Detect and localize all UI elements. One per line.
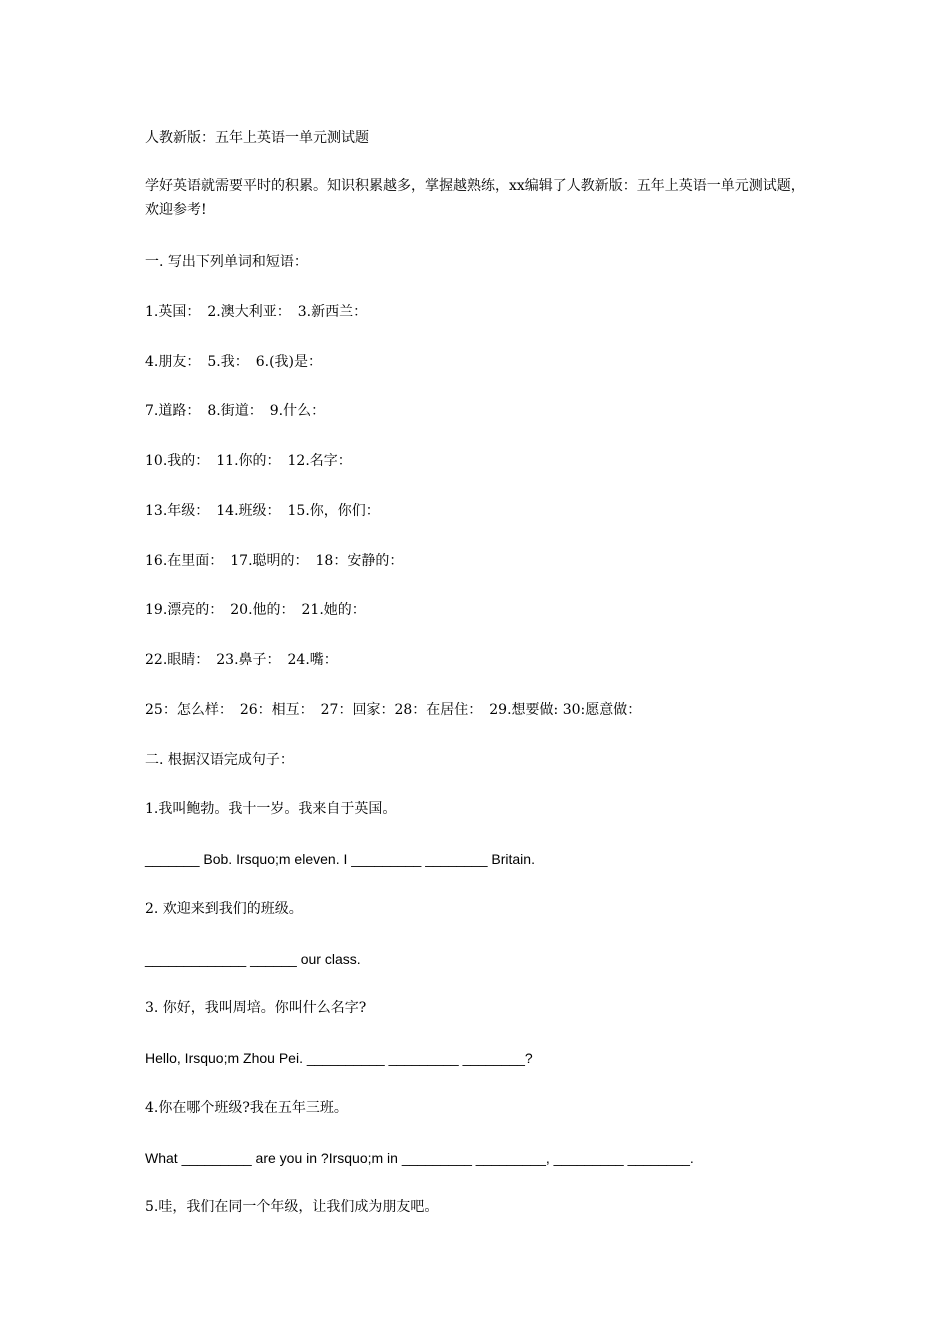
vocab-row: 7.道路： 8.街道： 9.什么： [145, 403, 326, 419]
vocab-row: 13.年级： 14.班级： 15.你，你们： [145, 503, 380, 519]
sentence-english-blanks: _______ Bob. Irsquo;m eleven. I _________ ________ Britain. [145, 851, 535, 867]
vocab-row: 4.朋友： 5.我： 6.(我)是： [145, 354, 322, 370]
vocab-row: 10.我的： 11.你的： 12.名字： [145, 453, 352, 469]
sentence-chinese: 5.哇，我们在同一个年级，让我们成为朋友吧。 [145, 1199, 439, 1215]
vocab-row: 22.眼睛： 23.鼻子： 24.嘴： [145, 652, 338, 668]
sentence-chinese: 1.我叫鲍勃。我十一岁。我来自于英国。 [145, 801, 397, 817]
sentence-english-blanks: What _________ are you in ?Irsquo;m in _________ _________, _________ ________. [145, 1150, 694, 1166]
vocab-row: 25：怎么样： 26：相互： 27：回家：28：在居住： 29.想要做: 30:愿意做： [145, 702, 642, 718]
sentence-english-blanks: _____________ ______ our class. [145, 951, 361, 967]
section-2-heading: 二. 根据汉语完成句子： [145, 752, 294, 768]
intro-paragraph: 学好英语就需要平时的积累。知识积累越多，掌握越熟练，xx编辑了人教新版：五年上英语一单元测试题，欢迎参考! [145, 178, 805, 218]
section-1-heading: 一. 写出下列单词和短语： [145, 254, 308, 270]
vocab-row: 1.英国： 2.澳大利亚： 3.新西兰： [145, 304, 368, 320]
vocab-row: 19.漂亮的： 20.他的： 21.她的： [145, 602, 366, 618]
document-title: 人教新版：五年上英语一单元测试题 [145, 130, 369, 146]
sentence-english-blanks: Hello, Irsquo;m Zhou Pei. __________ _________ ________? [145, 1050, 533, 1066]
sentence-chinese: 2. 欢迎来到我们的班级。 [145, 901, 303, 917]
sentence-chinese: 4.你在哪个班级?我在五年三班。 [145, 1100, 348, 1116]
sentence-chinese: 3. 你好，我叫周培。你叫什么名字? [145, 1000, 367, 1016]
vocab-row: 16.在里面： 17.聪明的： 18：安静的： [145, 553, 404, 569]
